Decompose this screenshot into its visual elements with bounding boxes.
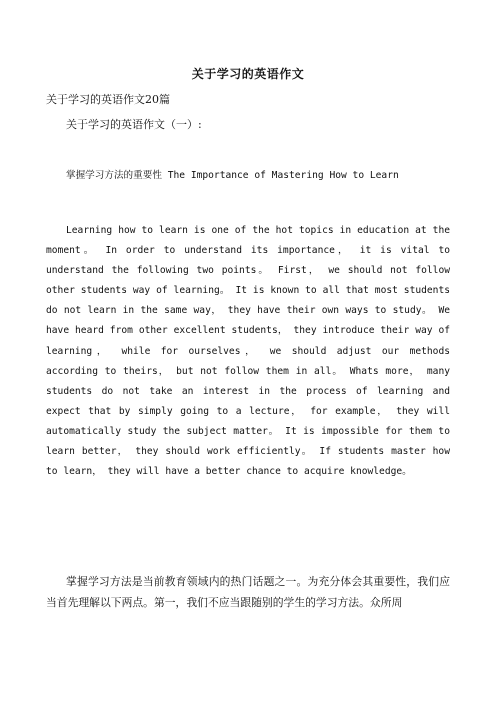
document-subtitle: 关于学习的英语作文20篇 bbox=[46, 93, 170, 106]
section-label: 关于学习的英语作文（一）: bbox=[66, 118, 202, 131]
english-paragraph: Learning how to learn is one of the hot topics in education at the moment。 In order to understand its importance， it is vital to understand the following two points。 First， we should not follow other students way of learning。 It is known to all that most students do not learn in the same way， they have their own ways to study。 We have heard from other excellent students， they introduce their way of learning， while for ourselves， we should adjust our methods according to theirs， but not follow them in all。 Whats more， many students do not take an interest in the process of learning and expect that by simply going to a lecture， for example， they will automatically study the subject matter。 It is impossible for them to learn better， they should work efficiently。 If students master how to learn， they will have a better chance to acquire knowledge。 bbox=[46, 225, 450, 478]
essay-heading: 掌握学习方法的重要性 The Importance of Mastering How to Learn bbox=[66, 170, 399, 181]
chinese-paragraph: 掌握学习方法是当前教育领域内的热门话题之一。为充分体会其重要性，我们应当首先理解以下两点。第一，我们不应当跟随别的学生的学习方法。众所周 bbox=[46, 575, 450, 609]
document-title: 关于学习的英语作文 bbox=[191, 67, 305, 81]
